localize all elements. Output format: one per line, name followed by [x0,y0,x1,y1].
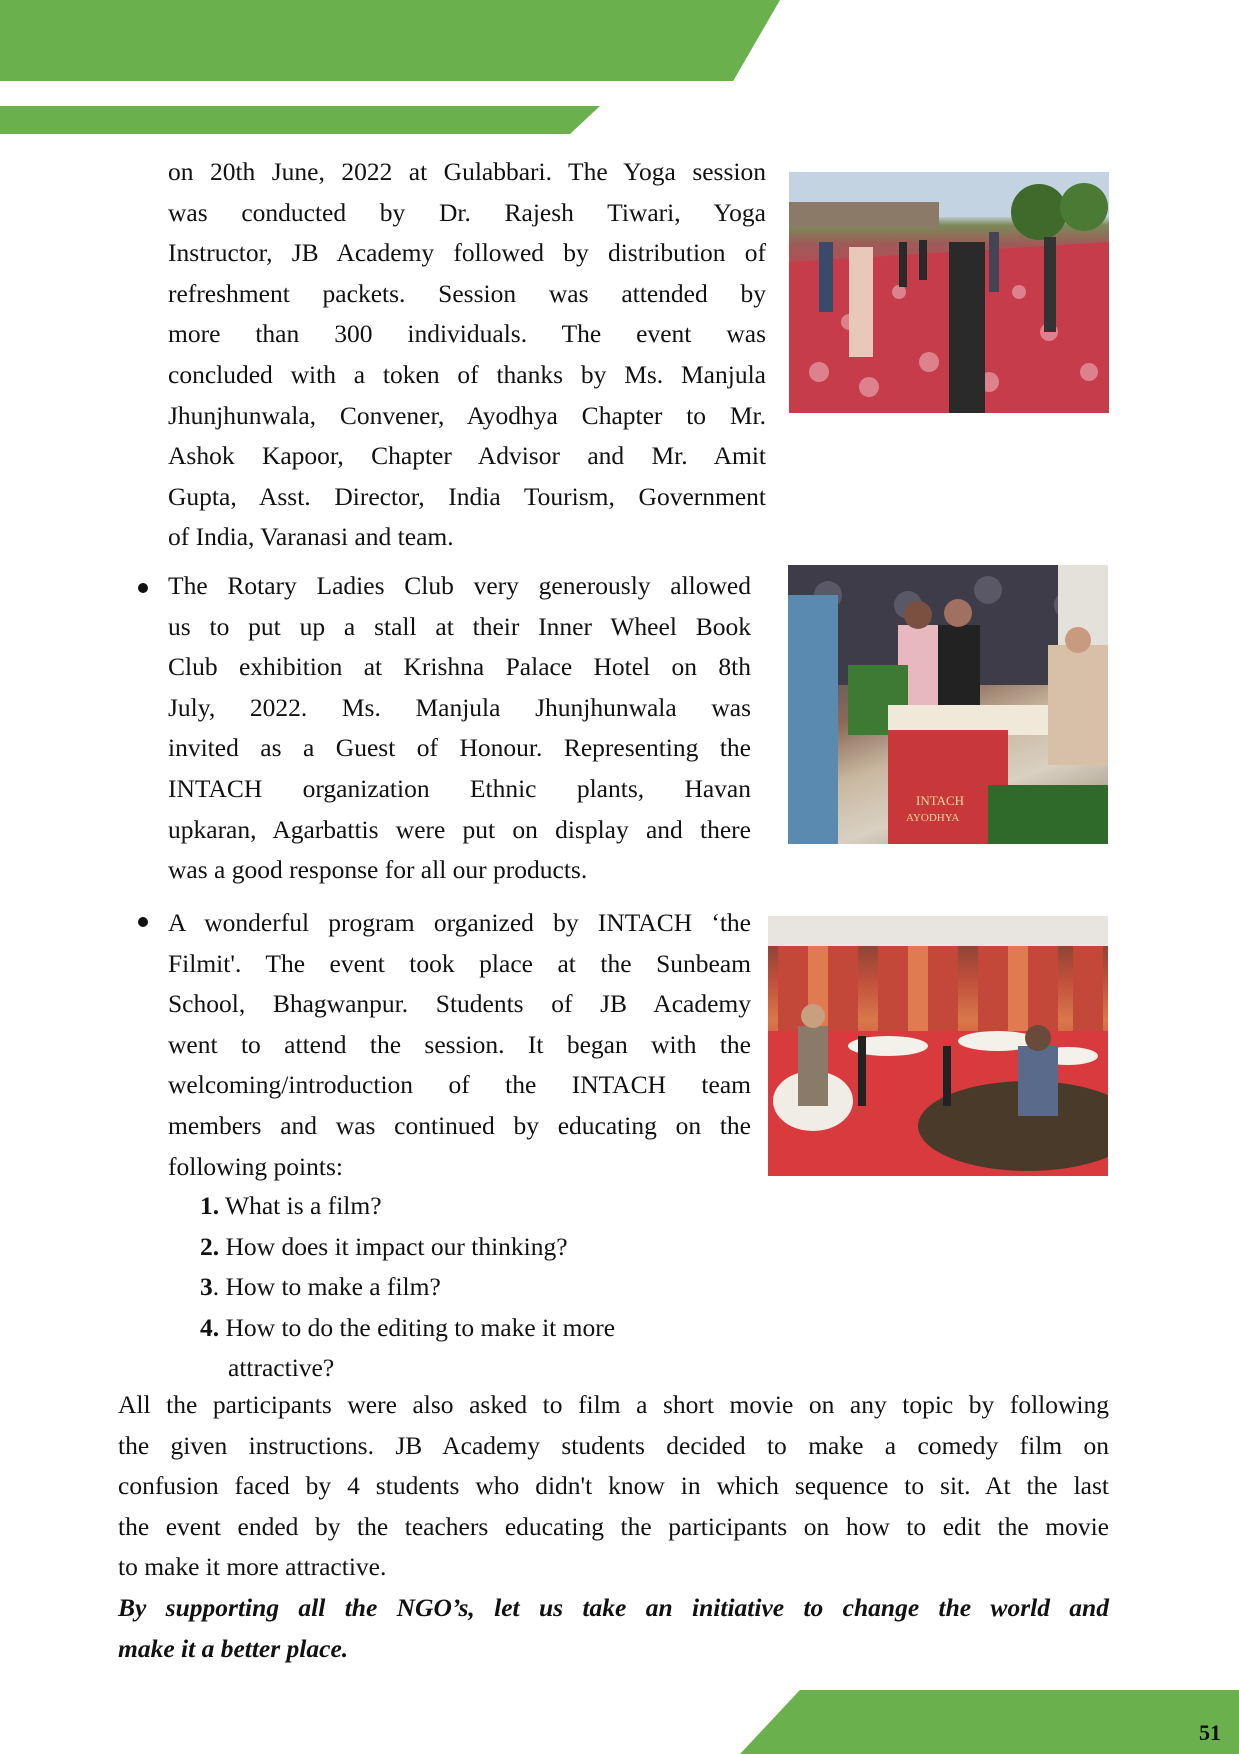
paragraph-yoga-continuation [168,152,766,558]
bullet-point [138,917,148,927]
text-line: Gupta, Asst. Director, India Tourism, Government [168,481,766,511]
yoga-session-photo [789,172,1109,413]
text-line: upkaran, Agarbattis were put on display and there [168,814,751,844]
list-text: What is a film? [219,1191,382,1220]
text-line: of India, Varanasi and team. [168,522,454,552]
text-line: All the participants were also asked to film a short movie on any topic by following [118,1390,1109,1419]
text-line: make it a better place. [118,1633,349,1663]
paragraph-participants [118,1385,1109,1588]
text-line: July, 2022. Ms. Manjula Jhunjhunwala was [168,692,751,722]
text-line: Instructor, JB Academy followed by distribution of [168,238,766,268]
text-line: more than 300 individuals. The event was [168,319,766,349]
text-line: members and was continued by educating on the [168,1110,751,1140]
text-line: was conducted by Dr. Rajesh Tiwari, Yoga [168,197,766,227]
list-number: 4. [200,1313,220,1342]
stall-banner-text: INTACH [916,793,965,808]
text-line: the event ended by the teachers educating the participants on how to edit the movie [118,1511,1109,1541]
list-number: 1. [200,1191,220,1220]
header-band-secondary [0,106,600,134]
paragraph-filmit-program [168,903,751,1187]
text-line: Club exhibition at Krishna Palace Hotel on 8th [168,652,751,682]
list-text: How does it impact our thinking? [219,1232,568,1261]
text-line: us to put up a stall at their Inner Wheel Book [168,611,751,641]
list-item [200,1267,441,1308]
header-band-top [0,0,780,81]
text-line: Filmit'. The event took place at the Sunbeam [168,948,751,978]
footer-band [740,1690,1239,1754]
text-line: Ashok Kapoor, Chapter Advisor and Mr. Amit [168,441,766,471]
paragraph-rotary-stall [168,566,751,891]
film-session-photo [768,916,1108,1176]
text-line: concluded with a token of thanks by Ms. Manjula [168,359,766,389]
text-line: went to attend the session. It began with the [168,1029,751,1059]
list-number: 3 [200,1272,213,1301]
text-line: invited as a Guest of Honour. Representing the [168,733,751,763]
text-line: was a good response for all our products. [168,855,588,885]
text-line: welcoming/introduction of the INTACH team [168,1070,751,1100]
bullet-point [138,583,148,593]
text-line: confusion faced by 4 students who didn't know in which sequence to sit. At the last [118,1471,1109,1501]
list-item [200,1227,568,1268]
book-stall-photo [788,565,1108,844]
text-line: to make it more attractive. [118,1552,387,1582]
list-item [200,1186,382,1227]
list-text: How to do the editing to make it more [219,1313,616,1342]
text-line: the given instructions. JB Academy students decided to make a comedy film on [118,1430,1109,1460]
closing-statement [118,1588,1109,1669]
text-line: following points: [168,1151,343,1181]
svg-text:AYODHYA: AYODHYA [906,812,960,824]
list-item-continuation: attractive? [228,1353,335,1382]
text-line: on 20th June, 2022 at Gulabbari. The Yoga session [168,157,766,186]
text-line: By supporting all the NGO’s, let us take an initiative to change the world and [118,1593,1109,1622]
page-number: 51 [1199,1720,1221,1745]
list-item [200,1308,615,1349]
text-line: The Rotary Ladies Club very generously allowed [168,571,751,600]
text-line: A wonderful program organized by INTACH ‘the [168,908,751,937]
text-line: School, Bhagwanpur. Students of JB Academy [168,989,751,1019]
list-text: . How to make a film? [212,1272,441,1301]
text-line: refreshment packets. Session was attended by [168,278,766,308]
text-line: Jhunjhunwala, Convener, Ayodhya Chapter to Mr. [168,400,766,430]
list-number: 2. [200,1232,220,1261]
text-line: INTACH organization Ethnic plants, Havan [168,773,751,803]
